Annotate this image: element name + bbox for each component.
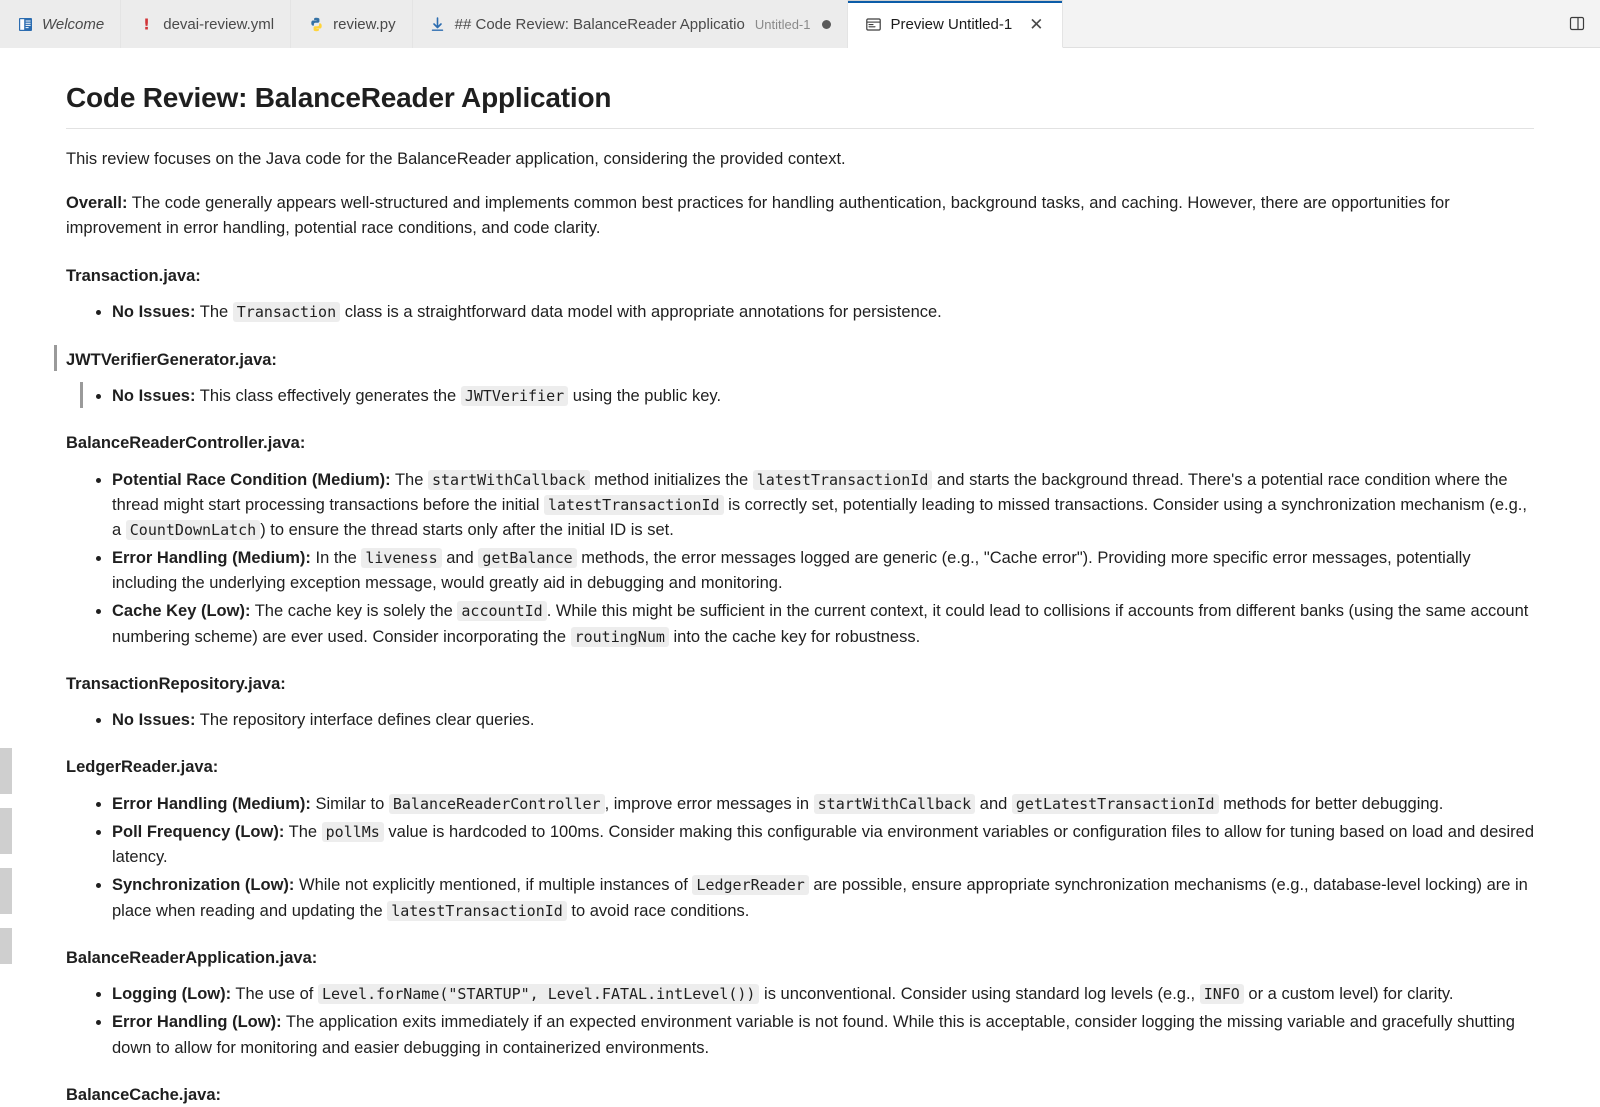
- inline-code: getLatestTransactionId: [1012, 794, 1219, 814]
- list-item-text: value is hardcoded to 100ms. Consider making this configurable via environment variables or configuration files to allow for tuning based on load and desired latency.: [112, 823, 1535, 867]
- list-item-text: class is a straightforward data model with appropriate annotations for persistence.: [340, 303, 942, 322]
- list-item: [112, 599, 1534, 649]
- inline-code: routingNum: [571, 627, 669, 647]
- scroll-decoration-chunk: [0, 928, 12, 964]
- list-item-text: The: [195, 303, 233, 322]
- section-bullet-list: [66, 982, 1534, 1060]
- inline-code: JWTVerifier: [461, 386, 568, 406]
- inline-code: latestTransactionId: [387, 901, 567, 921]
- inline-code: pollMs: [322, 822, 384, 842]
- selection-gutter-bar: [54, 345, 57, 371]
- unsaved-changes-dot-icon[interactable]: [822, 20, 831, 29]
- list-item: [112, 1010, 1534, 1060]
- list-item-text: In the: [310, 549, 362, 568]
- inline-code: getBalance: [478, 548, 576, 568]
- svg-text:!: !: [142, 15, 150, 33]
- overall-label: Overall:: [66, 193, 128, 212]
- editor-tab-preview-untitled-1[interactable]: [848, 0, 1063, 48]
- list-item: [112, 873, 1534, 923]
- section-heading: TransactionRepository.java:: [66, 674, 286, 693]
- list-item-text: is unconventional. Consider using standard log levels (e.g.,: [759, 985, 1200, 1004]
- list-item-label: Poll Frequency (Low):: [112, 823, 285, 842]
- list-item-text: is correctly set, potentially leading to missed transactions. Consider using a synchronization mechanism (e.g., a: [112, 496, 1527, 540]
- inline-code: LedgerReader: [692, 875, 808, 895]
- inline-code: Transaction: [233, 302, 340, 322]
- list-item-label: Error Handling (Medium):: [112, 549, 311, 568]
- list-item: [112, 982, 1534, 1007]
- list-item-text: While not explicitly mentioned, if multiple instances of: [294, 876, 693, 895]
- editor-tab-devai-review[interactable]: [121, 0, 291, 48]
- list-item-text: The cache key is solely the: [250, 602, 458, 621]
- section-bullet-list: [66, 384, 1534, 409]
- tabbar-actions: [1554, 0, 1600, 47]
- list-item: [112, 468, 1534, 543]
- editor-tab-untitled-1[interactable]: [413, 0, 849, 48]
- list-item-label: Error Handling (Low):: [112, 1013, 282, 1032]
- editor-tab-label: Preview Untitled-1: [890, 15, 1013, 33]
- section-heading: JWTVerifierGenerator.java:: [66, 350, 277, 369]
- yaml-icon: [137, 15, 155, 33]
- inline-code: INFO: [1200, 984, 1244, 1004]
- overall-text: The code generally appears well-structured and implements common best practices for handling authentication, background tasks, and caching. However, there are opportunities for improvement in error handling, potential race conditions, and code clarity.: [66, 193, 1450, 238]
- list-item-text: Similar to: [310, 795, 389, 814]
- editor-tab-review-py[interactable]: [291, 0, 413, 48]
- scroll-decoration-chunk: [0, 868, 12, 914]
- list-item: [112, 820, 1534, 870]
- list-item-text: are possible, ensure appropriate synchronization mechanisms (e.g., database-level locking) are in place when reading and updating the: [112, 876, 1528, 920]
- editor-tab-welcome[interactable]: [0, 0, 121, 48]
- python-icon: [307, 15, 325, 33]
- list-item-text: , improve error messages in: [604, 795, 814, 814]
- list-item-text: The: [284, 823, 322, 842]
- markdown-icon: [429, 15, 447, 33]
- list-item-text: The use of: [231, 985, 318, 1004]
- list-item-text: methods for better debugging.: [1218, 795, 1444, 814]
- inline-code: BalanceReaderController: [389, 794, 605, 814]
- list-item-text: methods, the error messages logged are generic (e.g., "Cache error"). Providing more specific error messages, potentially including the underlying exception message, would greatly aid in debugging and monitoring.: [112, 549, 1471, 593]
- list-item-label: Error Handling (Medium):: [112, 795, 311, 814]
- inline-code: startWithCallback: [814, 794, 976, 814]
- inline-code: startWithCallback: [428, 470, 590, 490]
- list-item: [112, 300, 1534, 325]
- section-heading: BalanceCache.java:: [66, 1085, 222, 1104]
- list-item-label: No Issues:: [112, 303, 196, 322]
- list-item-label: Potential Race Condition (Medium):: [112, 471, 391, 490]
- list-item-label: No Issues:: [112, 711, 196, 730]
- editor-tab-label: ## Code Review: BalanceReader Applicatio: [454, 15, 745, 33]
- selection-gutter-bar: [80, 382, 83, 408]
- list-item-label: Logging (Low):: [112, 985, 232, 1004]
- scroll-decoration-strip: [0, 48, 12, 1077]
- list-item-text: into the cache key for robustness.: [668, 627, 921, 646]
- list-item-text: and: [441, 549, 479, 568]
- page-title: Code Review: BalanceReader Application: [66, 82, 1534, 129]
- section-bullet-list: [66, 300, 1534, 325]
- inline-code: CountDownLatch: [126, 520, 260, 540]
- editor-tab-bar: [0, 0, 1600, 48]
- overall-paragraph: [66, 191, 1534, 242]
- preview-content: [0, 48, 1600, 1104]
- list-item-text: The application exits immediately if an expected environment variable is not found. While this is acceptable, consider logging the missing variable and gracefully shutting down to allow for monitoring and easier debugging in containerized environments.: [112, 1013, 1515, 1057]
- list-item-text: and: [975, 795, 1012, 814]
- list-item-text: or a custom level) for clarity.: [1243, 985, 1454, 1004]
- section-heading: LedgerReader.java:: [66, 758, 219, 777]
- inline-code: liveness: [361, 548, 441, 568]
- list-item: [112, 546, 1534, 596]
- list-item: [112, 792, 1534, 817]
- book-icon: [16, 15, 34, 33]
- list-item-text: using the public key.: [568, 387, 722, 406]
- editor-tab-label: Welcome: [42, 15, 105, 33]
- section-bullet-list: [66, 708, 1534, 733]
- list-item-text: The repository interface defines clear queries.: [195, 711, 535, 730]
- list-item-label: Cache Key (Low):: [112, 602, 251, 621]
- list-item-text: to avoid race conditions.: [566, 901, 750, 920]
- editor-tab-label: review.py: [333, 15, 396, 33]
- scroll-decoration-chunk: [0, 748, 12, 794]
- close-icon[interactable]: ✕: [1029, 14, 1044, 34]
- section-heading: BalanceReaderController.java:: [66, 434, 306, 453]
- list-item-text: This class effectively generates the: [195, 387, 461, 406]
- list-item-text: The: [390, 471, 428, 490]
- inline-code: Level.forName("STARTUP", Level.FATAL.intLevel()): [318, 984, 759, 1004]
- editor-tab-sublabel: Untitled-1: [754, 16, 811, 32]
- intro-paragraph: This review focuses on the Java code for the BalanceReader application, considering the provided context.: [66, 150, 846, 168]
- inline-code: latestTransactionId: [544, 495, 724, 515]
- list-item-text: ) to ensure the thread starts only after the initial ID is set.: [260, 521, 674, 540]
- review-sections: [66, 264, 1534, 1107]
- list-item: [112, 384, 1534, 409]
- list-item-label: Synchronization (Low):: [112, 876, 295, 895]
- preview-icon: [864, 15, 882, 33]
- section-heading: BalanceReaderApplication.java:: [66, 948, 318, 967]
- list-item-label: No Issues:: [112, 387, 196, 406]
- editor-tab-label: devai-review.yml: [163, 15, 275, 33]
- inline-code: latestTransactionId: [753, 470, 933, 490]
- markdown-preview-pane[interactable]: [0, 48, 1600, 1104]
- list-item-text: and starts the background thread. There's a potential race condition where the thread might start processing transactions before the initial: [112, 471, 1508, 515]
- list-item-text: method initializes the: [589, 471, 753, 490]
- section-heading: Transaction.java:: [66, 266, 201, 285]
- section-bullet-list: [66, 468, 1534, 650]
- section-bullet-list: [66, 792, 1534, 923]
- list-item: [112, 708, 1534, 733]
- split-editor-icon[interactable]: [1568, 15, 1586, 33]
- list-item-text: . While this might be sufficient in the current context, it could lead to collisions if accounts from different banks (using the same account numbering scheme) are ever used. Consider incorporating the: [112, 602, 1529, 646]
- inline-code: accountId: [457, 601, 546, 621]
- scroll-decoration-chunk: [0, 808, 12, 854]
